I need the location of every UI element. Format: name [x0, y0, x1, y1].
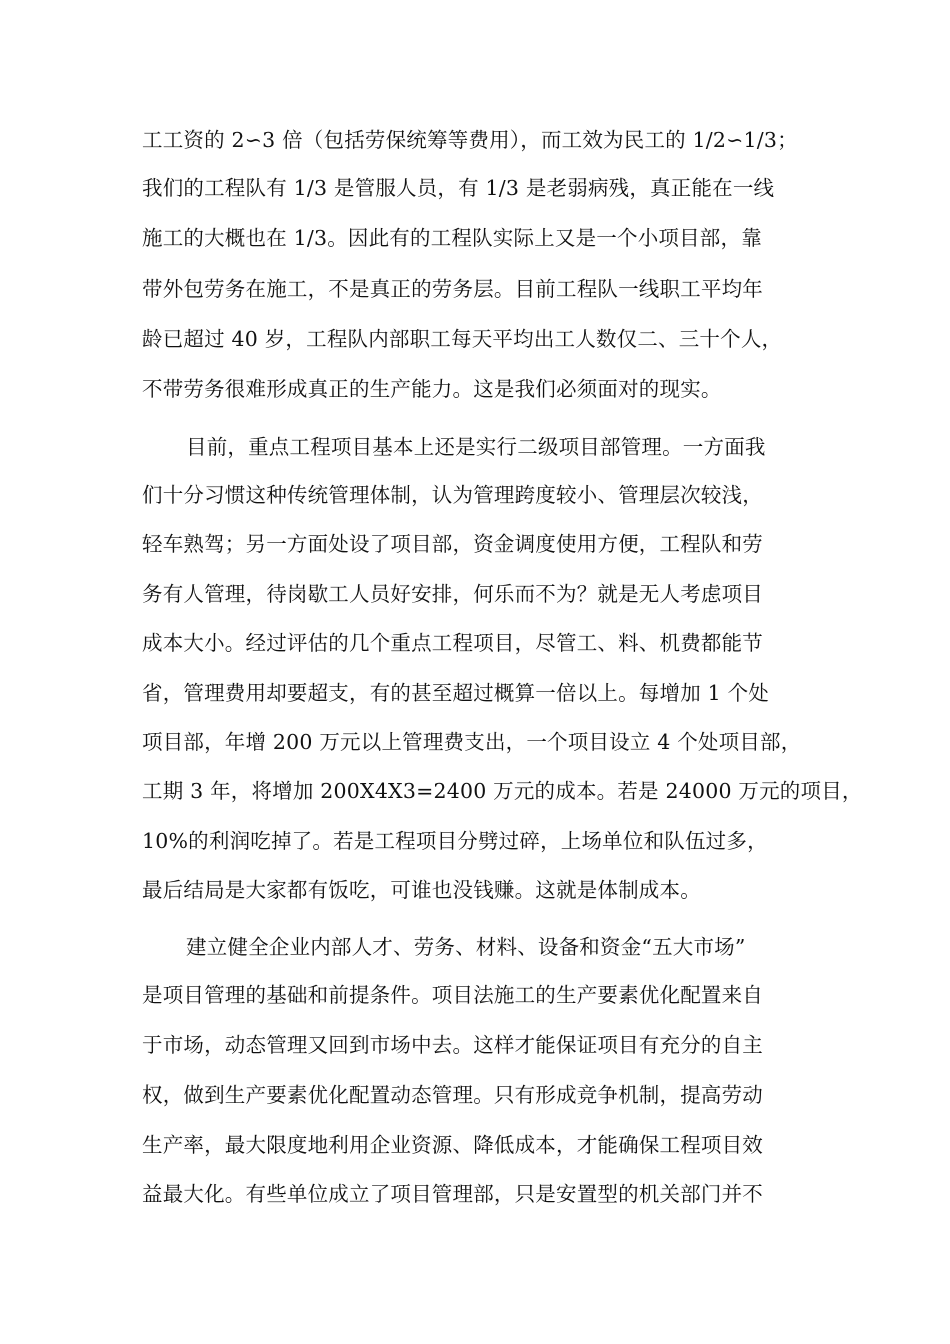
- text-line: 带外包劳务在施工，不是真正的劳务层。目前工程队一线职工平均年: [142, 277, 763, 301]
- text-line: 最后结局是大家都有饭吃，可谁也没钱赚。这就是体制成本。: [142, 878, 701, 902]
- text-line: 们十分习惯这种传统管理体制，认为管理跨度较小、管理层次较浅，: [142, 483, 763, 507]
- text-line: 我们的工程队有 1/3 是管服人员，有 1/3 是老弱病残，真正能在一线: [142, 176, 775, 200]
- text-line: 是项目管理的基础和前提条件。项目法施工的生产要素优化配置来自: [142, 983, 763, 1007]
- text-line: 省，管理费用却要超支，有的甚至超过概算一倍以上。每增加 1 个处: [142, 681, 769, 705]
- text-line: 不带劳务很难形成真正的生产能力。这是我们必须面对的现实。: [142, 377, 722, 401]
- text-line: 轻车熟驾；另一方面处设了项目部，资金调度使用方便，工程队和劳: [142, 532, 763, 556]
- text-line: 项目部，年增 200 万元以上管理费支出，一个项目设立 4 个处项目部，: [142, 730, 802, 754]
- text-line: 务有人管理，待岗歇工人员好安排，何乐而不为？就是无人考虑项目: [142, 582, 763, 606]
- text-line: 于市场，动态管理又回到市场中去。这样才能保证项目有充分的自主: [142, 1033, 763, 1057]
- text-line: 工工资的 2∽3 倍（包括劳保统筹等费用），而工效为民工的 1/2∽1/3；: [142, 128, 798, 152]
- text-line: 成本大小。经过评估的几个重点工程项目，尽管工、料、机费都能节: [142, 631, 763, 655]
- paragraph-first-line: 目前，重点工程项目基本上还是实行二级项目部管理。一方面我: [186, 435, 766, 459]
- text-line: 施工的大概也在 1/3。因此有的工程队实际上又是一个小项目部，靠: [142, 226, 762, 250]
- paragraph-first-line: 建立健全企业内部人才、劳务、材料、设备和资金“五大市场”: [186, 935, 746, 959]
- text-line: 生产率，最大限度地利用企业资源、降低成本，才能确保工程项目效: [142, 1133, 763, 1157]
- text-line: 龄已超过 40 岁，工程队内部职工每天平均出工人数仅二、三十个人，: [142, 327, 783, 351]
- text-line: 工期 3 年，将增加 200X4X3=2400 万元的成本。若是 24000 万元的项目，: [142, 779, 863, 803]
- text-line: 益最大化。有些单位成立了项目管理部，只是安置型的机关部门并不: [142, 1182, 763, 1206]
- text-line: 10%的利润吃掉了。若是工程项目分劈过碎，上场单位和队伍过多，: [142, 829, 768, 853]
- text-line: 权，做到生产要素优化配置动态管理。只有形成竞争机制，提高劳动: [142, 1083, 763, 1107]
